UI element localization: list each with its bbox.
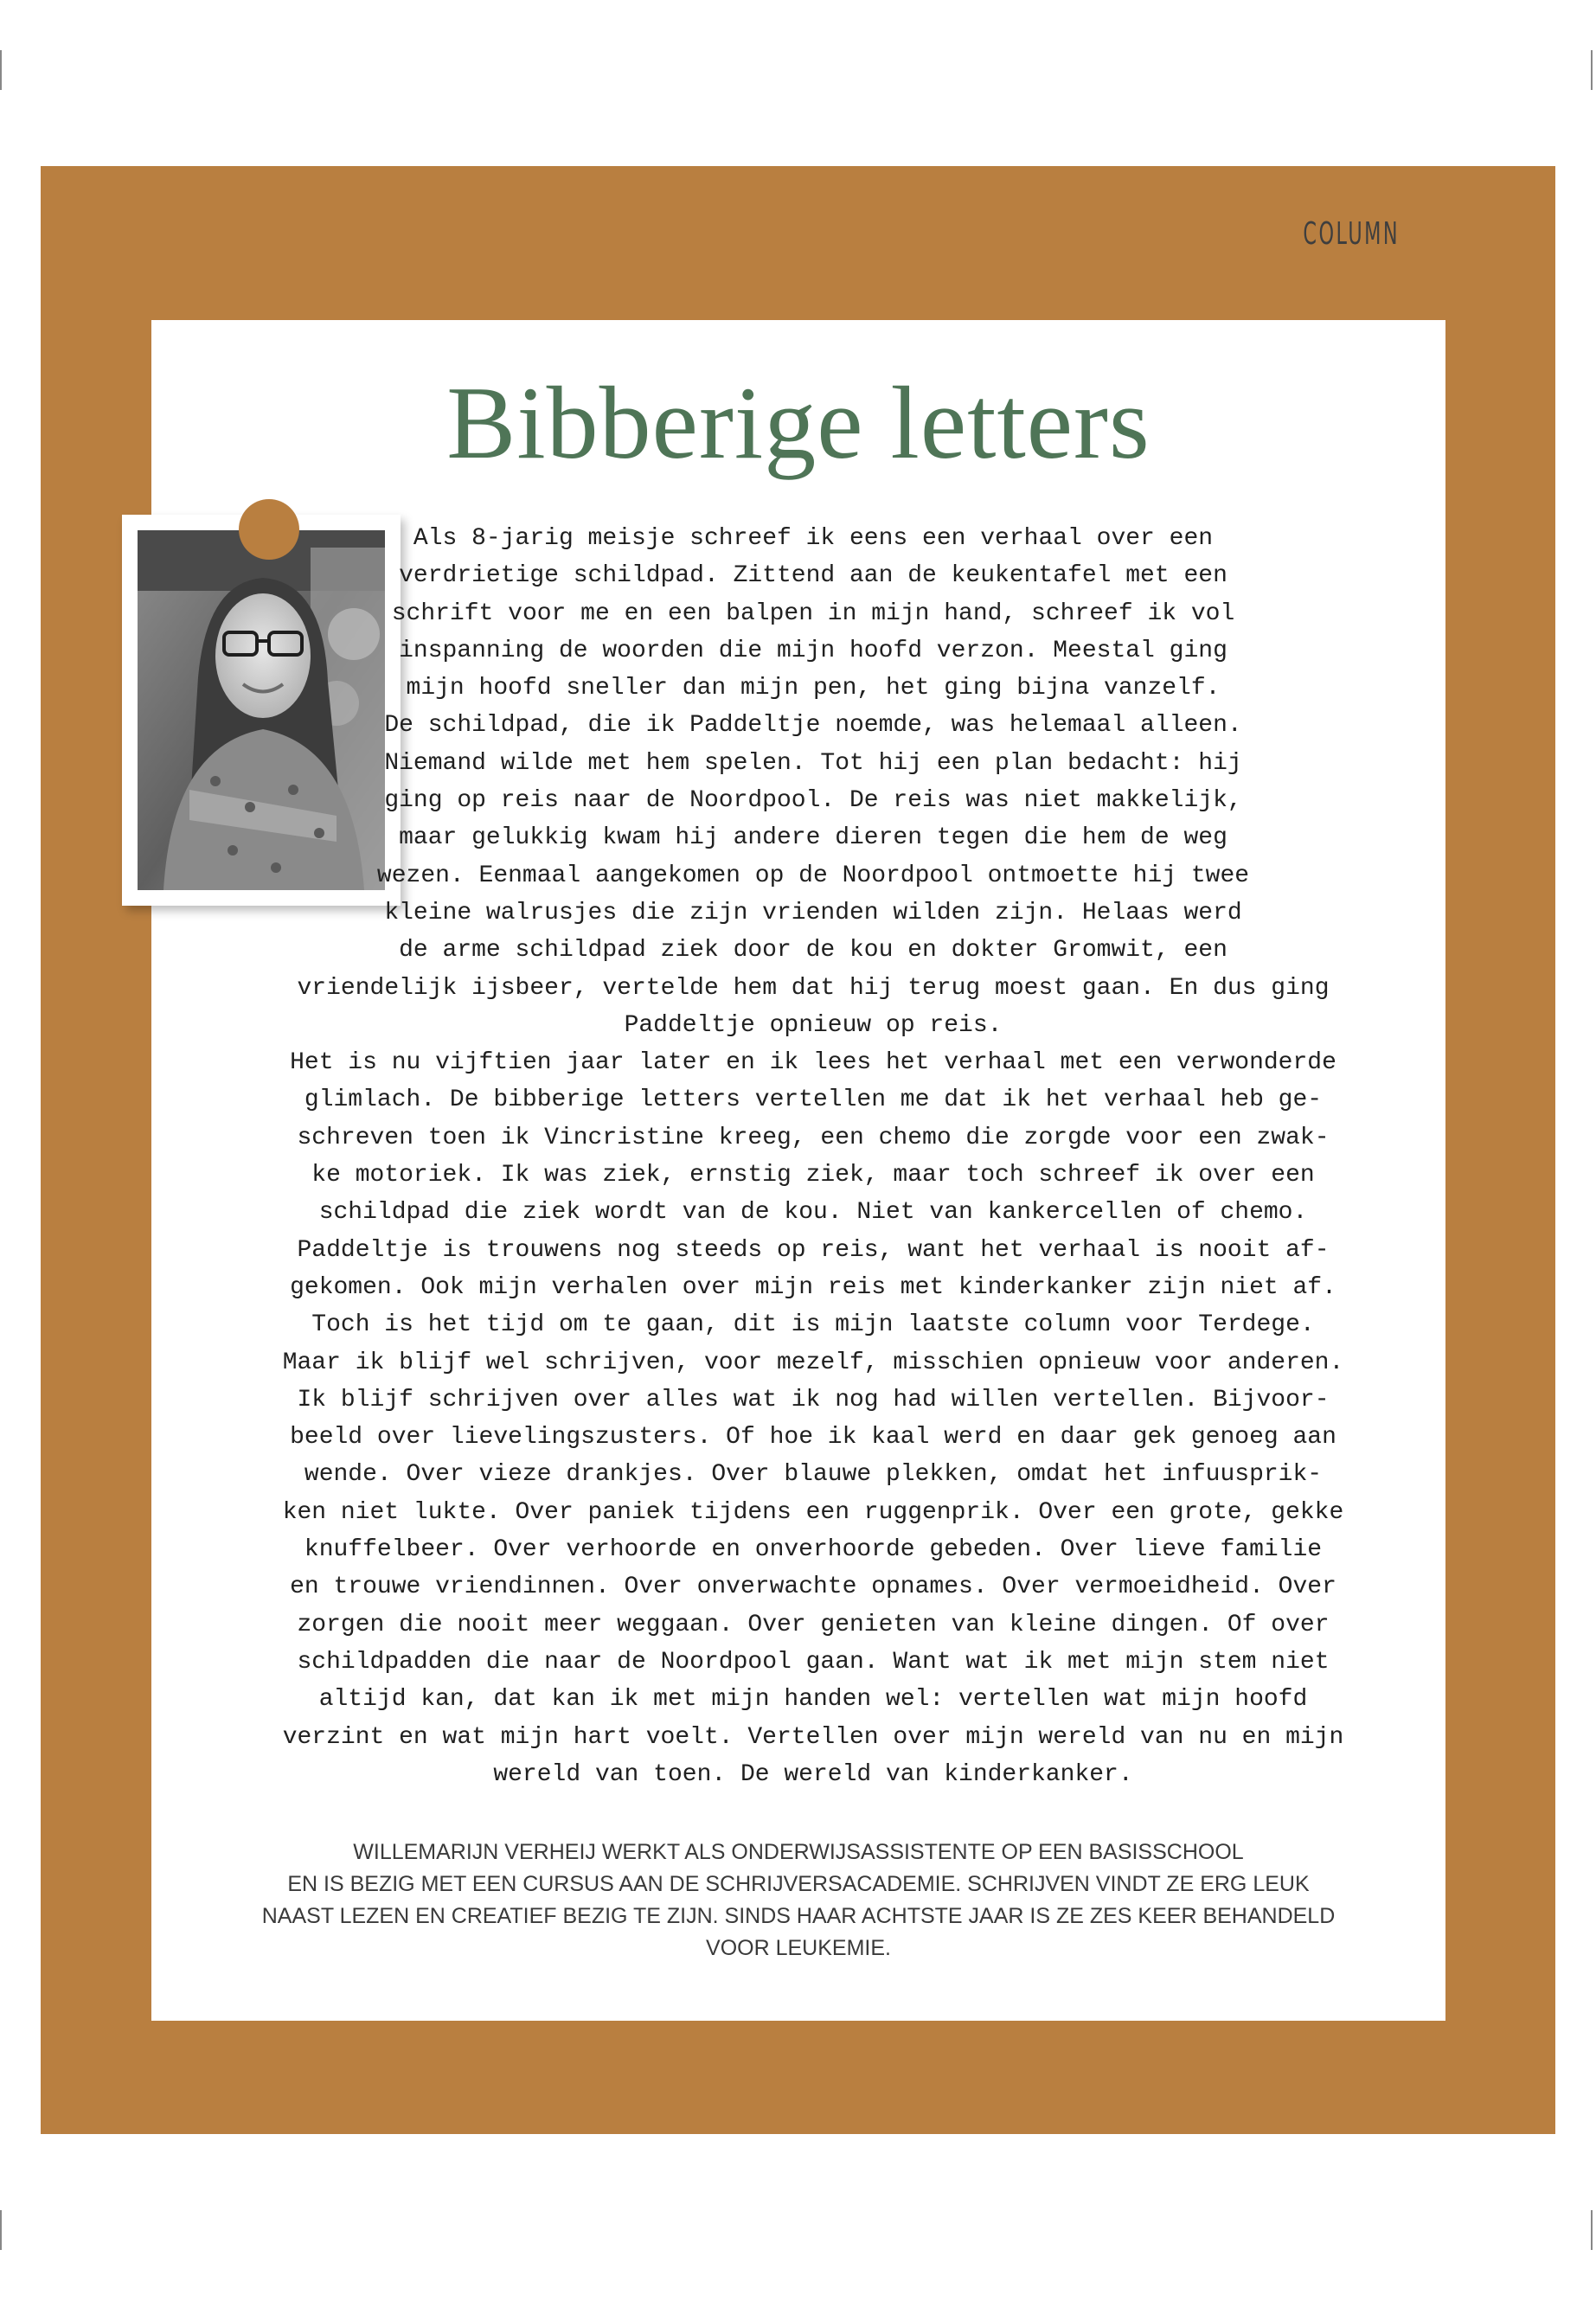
author-bio xyxy=(203,1836,1394,1965)
section-label: COLUMN xyxy=(1303,216,1400,252)
story-line: altijd kan, dat kan ik met mijn handen wel: vertellen wat mijn hoofd xyxy=(318,1686,1308,1714)
story-line: Als 8-jarig meisje schreef ik eens een verhaal over een xyxy=(413,525,1214,552)
story-line: ke motoriek. Ik was ziek, ernstig ziek, maar toch schreef ik over een xyxy=(311,1162,1315,1189)
story-line: ken niet lukte. Over paniek tijdens een ruggenprik. Over een grote, gekke xyxy=(282,1498,1344,1526)
story-line: maar gelukkig kwam hij andere dieren tegen die hem de weg xyxy=(399,824,1227,852)
crop-mark-top-left xyxy=(0,50,2,90)
story-line: wende. Over vieze drankjes. Over blauwe plekken, omdat het infuusprik- xyxy=(304,1461,1323,1489)
story-line: Het is nu vijftien jaar later en ik lees het verhaal met een verwonderde xyxy=(290,1049,1336,1077)
story-line: en trouwe vriendinnen. Over onverwachte opnames. Over vermoeidheid. Over xyxy=(290,1574,1336,1601)
story-line: glimlach. De bibberige letters vertellen me dat ik het verhaal heb ge- xyxy=(304,1086,1323,1114)
story-line: wereld van toen. De wereld van kinderkanker. xyxy=(493,1760,1133,1788)
story-line: De schildpad, die ik Paddeltje noemde, was helemaal alleen. xyxy=(384,712,1242,740)
story-line: Paddeltje is trouwens nog steeds op reis, want het verhaal is nooit af- xyxy=(297,1236,1330,1264)
story-line: Paddeltje opnieuw op reis. xyxy=(624,1011,1003,1039)
story-line: Toch is het tijd om te gaan, dit is mijn laatste column voor Terdege. xyxy=(311,1311,1315,1339)
article-panel xyxy=(151,320,1445,2021)
bio-line: EN IS BEZIG MET EEN CURSUS AAN DE SCHRIJVERSACADEMIE. SCHRIJVEN VINDT ZE ERG LEUK xyxy=(287,1872,1310,1896)
story-line: schildpad die ziek wordt van de kou. Niet van kankercellen of chemo. xyxy=(318,1199,1308,1227)
story-line: wezen. Eenmaal aangekomen op de Noordpool ontmoette hij twee xyxy=(376,862,1250,889)
crop-mark-bottom-right xyxy=(1591,2210,1593,2250)
story-line: gekomen. Ook mijn verhalen over mijn reis met kinderkanker zijn niet af. xyxy=(290,1273,1336,1301)
bio-line: VOOR LEUKEMIE. xyxy=(706,1936,891,1960)
story-line: zorgen die nooit meer weggaan. Over genieten van kleine dingen. Of over xyxy=(297,1611,1330,1638)
story-line: beeld over lievelingszusters. Of hoe ik kaal werd en daar gek genoeg aan xyxy=(290,1424,1336,1452)
story-line: verzint en wat mijn hart voelt. Vertellen over mijn wereld van nu en mijn xyxy=(282,1723,1344,1751)
story-line: schreven toen ik Vincristine kreeg, een chemo die zorgde voor een zwak- xyxy=(297,1124,1330,1151)
story-line: knuffelbeer. Over verhoorde en onverhoorde gebeden. Over lieve familie xyxy=(304,1536,1323,1564)
story-text xyxy=(234,520,1393,1793)
story-line: kleine walrusjes die zijn vrienden wilden zijn. Helaas werd xyxy=(384,899,1242,926)
story-line: schrift voor me en een balpen in mijn hand, schreef ik vol xyxy=(391,599,1235,627)
story-line: Niemand wilde met hem spelen. Tot hij een plan bedacht: hij xyxy=(384,749,1242,777)
story-line: Maar ik blijf wel schrijven, voor mezelf, misschien opnieuw voor anderen. xyxy=(282,1349,1344,1376)
story-line: schildpadden die naar de Noordpool gaan. Want wat ik met mijn stem niet xyxy=(297,1648,1330,1676)
crop-mark-bottom-left xyxy=(0,2210,2,2250)
story-line: verdrietige schildpad. Zittend aan de keukentafel met een xyxy=(399,562,1227,590)
crop-mark-top-right xyxy=(1591,50,1593,90)
story-line: Ik blijf schrijven over alles wat ik nog had willen vertellen. Bijvoor- xyxy=(297,1386,1330,1413)
story-line: vriendelijk ijsbeer, vertelde hem dat hij terug moest gaan. En dus ging xyxy=(297,974,1330,1002)
story-line: de arme schildpad ziek door de kou en dokter Gromwit, een xyxy=(399,937,1227,965)
story-line: inspanning de woorden die mijn hoofd verzon. Meestal ging xyxy=(399,637,1227,664)
story-line: ging op reis naar de Noordpool. De reis was niet makkelijk, xyxy=(384,787,1242,815)
story-line: mijn hoofd sneller dan mijn pen, het ging bijna vanzelf. xyxy=(406,675,1221,702)
article-title: Bibberige letters xyxy=(446,365,1151,480)
bio-line: WILLEMARIJN VERHEIJ WERKT ALS ONDERWIJSASSISTENTE OP EEN BASISSCHOOL xyxy=(353,1840,1244,1864)
column-frame xyxy=(41,166,1555,2134)
bio-line: NAAST LEZEN EN CREATIEF BEZIG TE ZIJN. SINDS HAAR ACHTSTE JAAR IS ZE ZES KEER BEHANDELD xyxy=(261,1904,1336,1928)
